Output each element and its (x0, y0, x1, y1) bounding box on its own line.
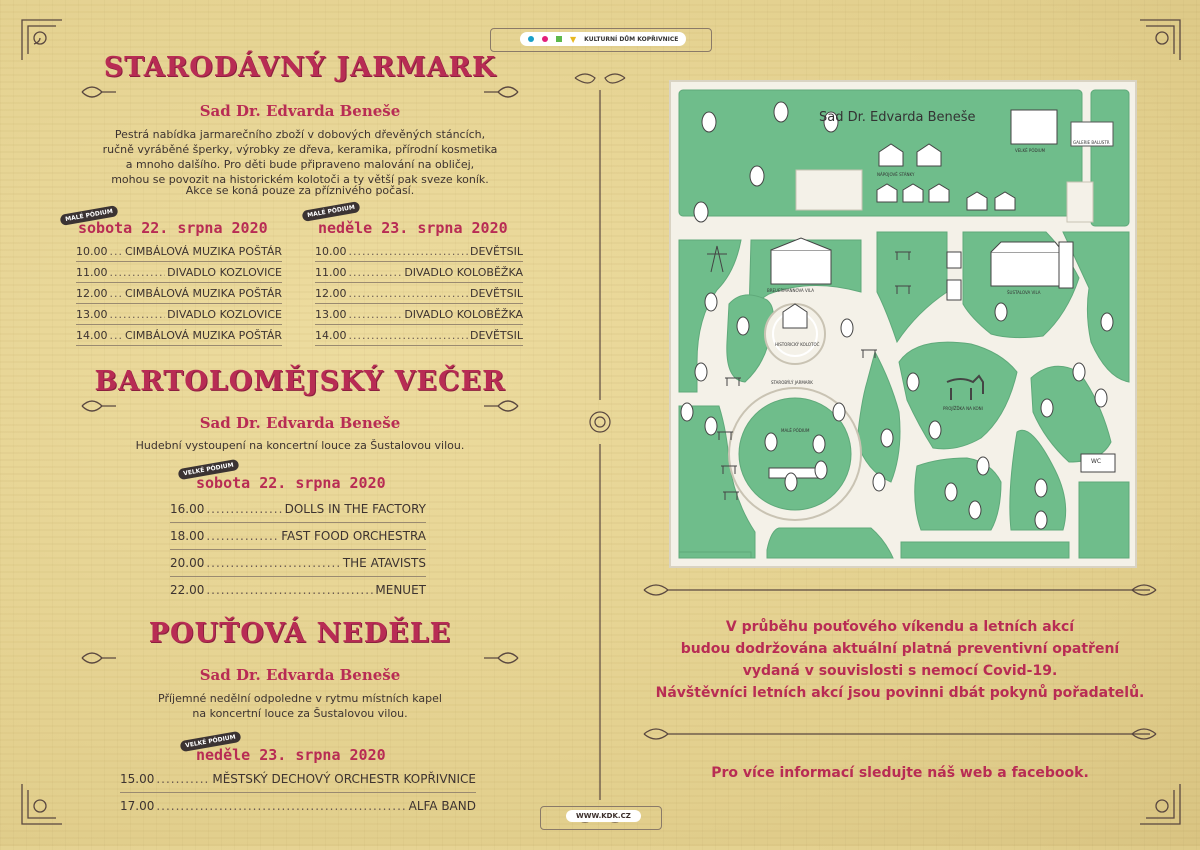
jarmark-title: STARODÁVNÝ JARMARK (103, 52, 497, 83)
schedule-row: 13.00 ..... DIVADLO KOLOBĚŽKA (315, 304, 523, 325)
stage-badge: MALÉ PÓDIUM (301, 201, 360, 222)
description-line: Pestrá nabídka jarmarečního zboží v dobových dřevěných stáncích, (114, 128, 486, 141)
corner-ornament (1138, 782, 1182, 826)
map-label: NÁPOJOVÉ STÁNKY (877, 172, 915, 177)
notice-line: budou dodržována aktuální platná preventivní opatření (680, 641, 1120, 657)
corner-ornament (1138, 18, 1182, 62)
vecer-date: sobota 22. srpna 2020 (196, 474, 386, 492)
saturday-schedule (76, 241, 282, 346)
corner-ornament (20, 782, 64, 826)
map-label: HISTORICKÝ KOLOTOČ (775, 342, 820, 347)
schedule-row: 10.00 ..... CIMBÁLOVÁ MUZIKA POŠTÁR (76, 241, 282, 262)
topbar-label: KULTURNÍ DŮM KOPŘIVNICE (584, 35, 679, 43)
jarmark-description (80, 127, 520, 187)
vertical-divider (570, 70, 630, 850)
schedule-row: 13.00 ..... DIVADLO KOZLOVICE (76, 304, 282, 325)
schedule-row: 11.00 ..... DIVADLO KOLOBĚŽKA (315, 262, 523, 283)
schedule-row: 18.00 ..... FAST FOOD ORCHESTRA (170, 523, 426, 550)
schedule-row: 16.00 ..... DOLLS IN THE FACTORY (170, 496, 426, 523)
schedule-row: 15.00 ..... MĚSTSKÝ DECHOVÝ ORCHESTR KOPŘIVNICE (120, 766, 476, 793)
nedele-place: Sad Dr. Edvarda Beneše (199, 666, 401, 684)
stage-badge: MALÉ PÓDIUM (59, 205, 118, 226)
map-drawing (671, 82, 1135, 566)
footer-web[interactable]: WWW.KDK.CZ (566, 810, 641, 822)
nedele-title: POUŤOVÁ NEDĚLE (148, 618, 452, 649)
map-label: GALERIE BALUSTR (1073, 140, 1110, 145)
description-line: Příjemné nedělní odpoledne v rytmu místních kapel (158, 692, 442, 705)
covid-notice (620, 616, 1180, 704)
sunday-date: neděle 23. srpna 2020 (318, 219, 508, 237)
description-line: mohou se povozit na historickém kolotoči a ty větší pak sveze koník. (111, 173, 489, 186)
vecer-description: Hudební vystoupení na koncertní louce za Šustalovou vilou. (135, 439, 465, 452)
description-line: na koncertní louce za Šustalovou vilou. (192, 707, 408, 720)
vecer-place: Sad Dr. Edvarda Beneše (199, 414, 401, 432)
schedule-row: 22.00 ..... MENUET (170, 577, 426, 603)
notice-line: Návštěvníci letních akcí jsou povinni dbát pokynů pořadatelů. (655, 685, 1145, 701)
schedule-row: 14.00 ..... CIMBÁLOVÁ MUZIKA POŠTÁR (76, 325, 282, 346)
sunday-schedule (315, 241, 523, 346)
triangle-icon: ▼ (570, 34, 577, 44)
title-flourish (80, 80, 520, 104)
jarmark-place: Sad Dr. Edvarda Beneše (199, 102, 401, 120)
schedule-row: 14.00 ..... DEVĚTSIL (315, 325, 523, 346)
topbar (520, 32, 686, 46)
vecer-title: BARTOLOMĚJSKÝ VEČER (94, 366, 506, 397)
nedele-date: neděle 23. srpna 2020 (196, 746, 386, 764)
description-line: ručně vyráběné šperky, výrobky ze dřeva, keramika, přírodní kosmetika (102, 143, 498, 156)
corner-ornament (20, 18, 64, 62)
map-label: VELKÉ PÓDIUM (1015, 148, 1046, 153)
map-label: ŠUSTALOVA VILA (1007, 290, 1041, 295)
schedule-row: 17.00 ..... ALFA BAND (120, 793, 476, 819)
stage-badge: VELKÉ PÓDIUM (180, 731, 242, 752)
weather-note: Akce se koná pouze za příznivého počasí. (185, 184, 415, 197)
schedule-row: 12.00 ..... CIMBÁLOVÁ MUZIKA POŠTÁR (76, 283, 282, 304)
description-line: a mnoho dalšího. Pro děti bude připraveno malování na obličej, (125, 158, 475, 171)
info-line: Pro více informací sledujte náš web a facebook. (711, 765, 1089, 781)
map-label: STAROBÝLÝ JARMARK (771, 380, 813, 385)
park-map (669, 80, 1137, 568)
notice-flourish-top (640, 576, 1160, 604)
saturday-date: sobota 22. srpna 2020 (78, 219, 268, 237)
map-label: WC (1091, 458, 1102, 465)
square-icon (556, 36, 562, 42)
schedule-row: 11.00 ..... DIVADLO KOZLOVICE (76, 262, 282, 283)
nedele-description (80, 691, 520, 721)
notice-line: vydaná v souvislosti s nemocí Covid-19. (742, 663, 1058, 679)
circle-icon (528, 36, 534, 42)
map-label: MALÉ PÓDIUM (781, 428, 810, 433)
schedule-row: 20.00 ..... THE ATAVISTS (170, 550, 426, 577)
schedule-row: 12.00 ..... DEVĚTSIL (315, 283, 523, 304)
map-label: PROJÍŽĎKA NA KONI (943, 406, 983, 411)
notice-line: V průběhu pouťového víkendu a letních akcí (725, 619, 1075, 635)
nedele-schedule (120, 766, 476, 819)
map-label: BREUERMANNOVA VILA (767, 288, 814, 293)
notice-flourish-bottom (640, 720, 1160, 748)
map-title: Sad Dr. Edvarda Beneše (819, 110, 976, 125)
stage-badge: VELKÉ PÓDIUM (178, 459, 240, 480)
schedule-row: 10.00 ..... DEVĚTSIL (315, 241, 523, 262)
circle-icon (542, 36, 548, 42)
vecer-schedule (170, 496, 426, 603)
